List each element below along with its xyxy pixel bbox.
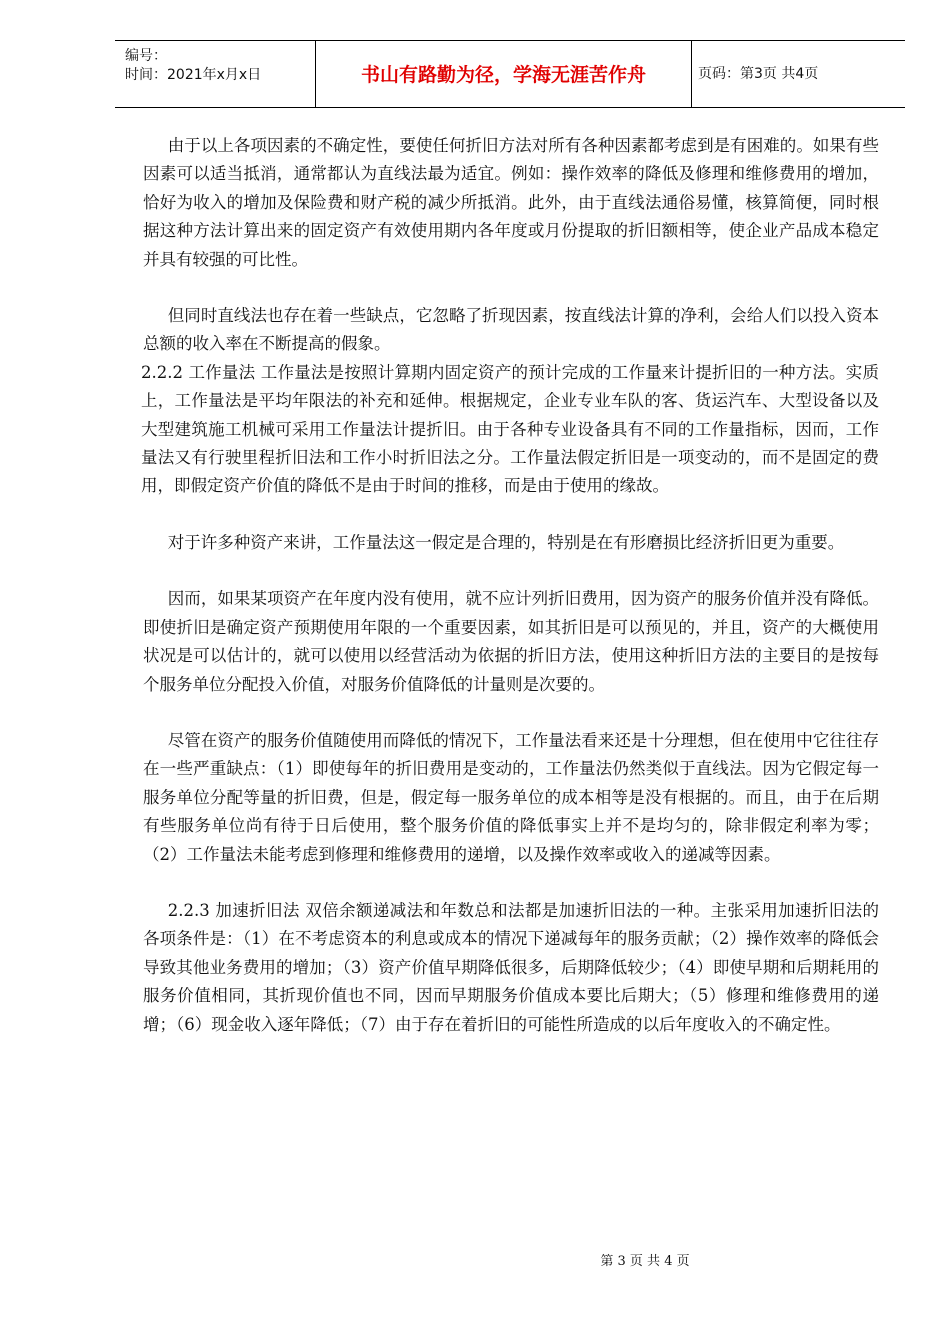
header-page-cell [690,41,905,107]
paragraph-4: 对于许多种资产来讲，工作量法这一假定是合理的，特别是在有形磨损比经济折旧更为重要。 [167,532,845,552]
paragraph-5: 因而，如果某项资产在年度内没有使用，就不应计列折旧费用，因为资产的服务价值并没有降低。即使折旧是确定资产预期使用年限的一个重要因素，如其折旧是可以预见的，并且，资产的大概使用状况是可以估计的，就可以使用以经营活动为依据的折旧方法，使用这种折旧方法的主要目的是按每个服务单位分配投入价值，对服务价值降低的计量则是次要的。 [143,589,879,694]
page-info: 页码：第3页 共4页 [698,66,819,82]
serial-label: 编号： [125,48,167,64]
paragraph-6: 尽管在资产的服务价值随使用而降低的情况下，工作量法看来还是十分理想，但在使用中它往往存在一些严重缺点：（1）即使每年的折旧费用是变动的，工作量法仍然类似于直线法。因为它假定每一服务单位分配等量的折旧费，但是，假定每一服务单位的成本相等是没有根据的。而且，由于在后期有些服务单位尚有待于日后使用，整个服务价值的降低事实上并不是均匀的，除非假定利率为零；（2）工作量法未能考虑到修理和维修费用的递增，以及操作效率或收入的递减等因素。 [143,730,879,864]
motto-text: 书山有路勤为径，学海无涯苦作舟 [360,64,646,86]
paragraph-2: 但同时直线法也存在着一些缺点，它忽略了折现因素，按直线法计算的净利，会给人们以投入资本总额的收入率在不断提高的假象。 [143,306,879,354]
page-footer: 第 3 页 共 4 页 [600,1254,690,1269]
page-header [115,40,905,108]
header-meta-cell [115,41,315,107]
time-label: 时间：2021年x月x日 [125,67,262,83]
paragraph-3: 2.2.2 工作量法 工作量法是按照计算期内固定资产的预计完成的工作量来计提折旧的一种方法。实质上，工作量法是平均年限法的补充和延伸。根据规定，企业专业车队的客、货运汽车、大型设备以及大型建筑施工机械可采用工作量法计提折旧。由于各种专业设备具有不同的工作量指标，因而，工作量法又有行驶里程折旧法和工作小时折旧法之分。工作量法假定折旧是一项变动的，而不是固定的费用，即假定资产价值的降低不是由于时间的推移，而是由于使用的缘故。 [141,362,879,496]
document-body [143,132,879,1039]
header-motto-cell [315,41,692,107]
paragraph-7: 2.2.3 加速折旧法 双倍余额递减法和年数总和法都是加速折旧法的一种。主张采用加速折旧法的各项条件是：（1）在不考虑资本的利息或成本的情况下递减每年的服务贡献；（2）操作效率的降低会导致其他业务费用的增加；（3）资产价值早期降低很多，后期降低较少；（4）即使早期和后期耗用的服务价值相同，其折现价值也不同，因而早期服务价值成本要比后期大；（5）修理和维修费用的递增；（6）现金收入逐年降低；（7）由于存在着折旧的可能性所造成的以后年度收入的不确定性。 [143,900,879,1034]
paragraph-1: 由于以上各项因素的不确定性，要使任何折旧方法对所有各种因素都考虑到是有困难的。如果有些因素可以适当抵消，通常都认为直线法最为适宜。例如：操作效率的降低及修理和维修费用的增加，恰好为收入的增加及保险费和财产税的减少所抵消。此外，由于直线法通俗易懂，核算简便，同时根据这种方法计算出来的固定资产有效使用期内各年度或月份提取的折旧额相等，使企业产品成本稳定并具有较强的可比性。 [143,136,879,269]
